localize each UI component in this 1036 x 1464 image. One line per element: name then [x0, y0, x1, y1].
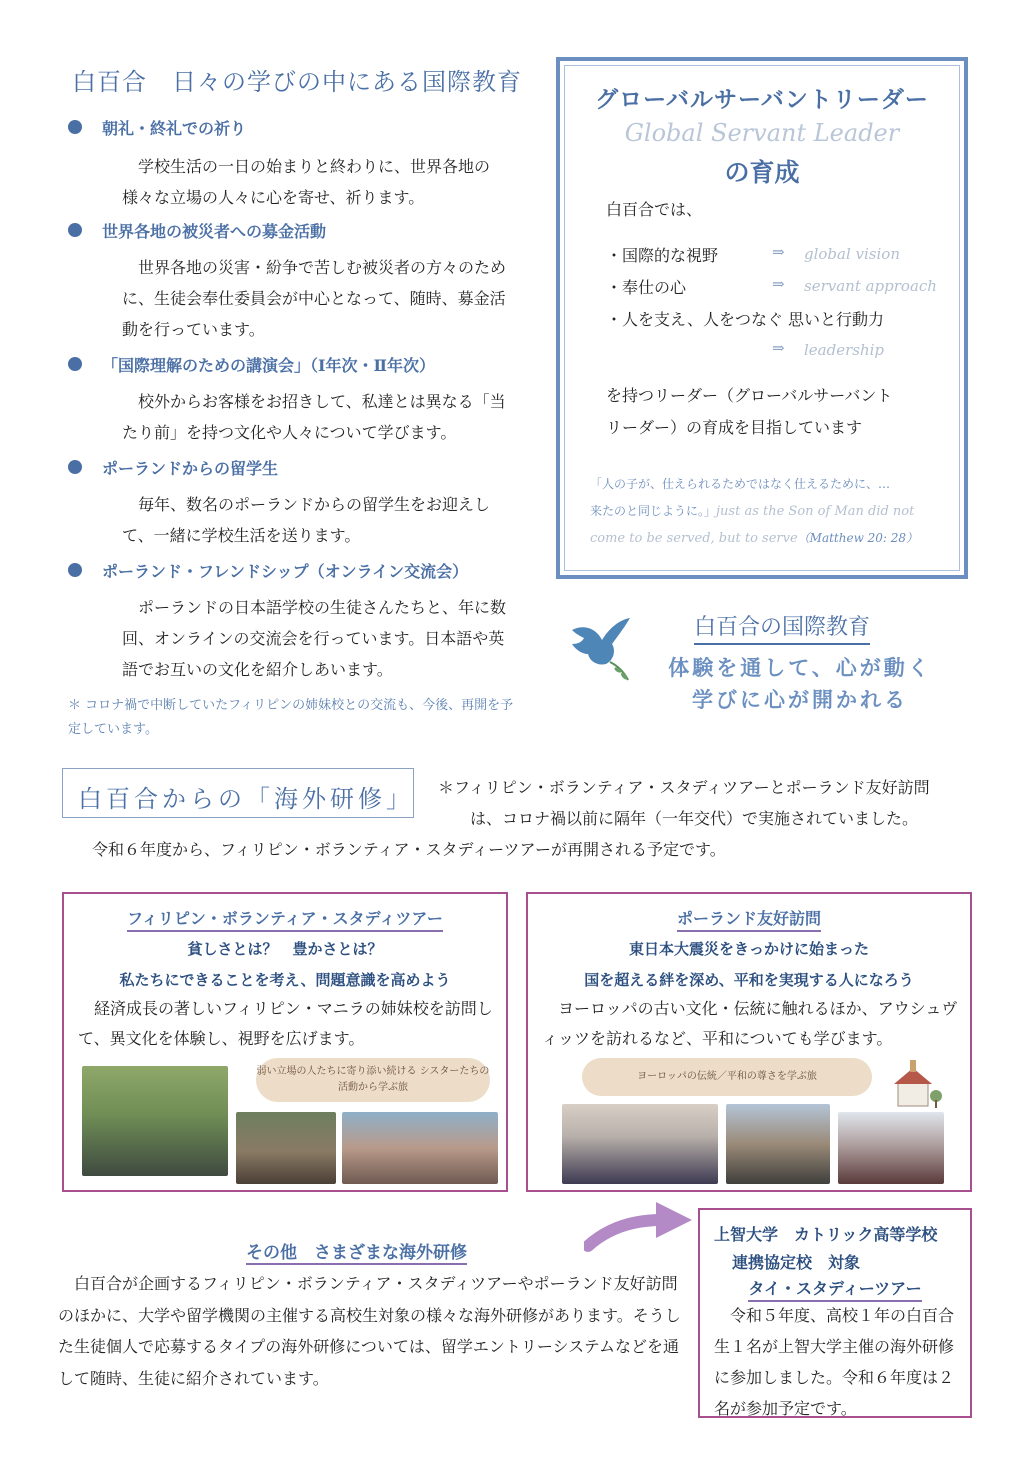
bullet-icon [68, 563, 82, 577]
intl-slogan: 学びに心が開かれる [692, 687, 908, 712]
quote-line [590, 525, 950, 552]
photo-concert [562, 1104, 718, 1184]
gsl-title: グローバルサーバントリーダー [595, 86, 929, 113]
quote-reference: （Matthew 20: 28） [797, 531, 919, 545]
training-title: 白百合からの「海外研修」 [78, 785, 414, 813]
gsl-point-3: ・人を支え、人をつなぐ 思いと行動力 [606, 310, 885, 329]
list-item [68, 116, 520, 213]
poland-catch: 国を超える絆を深め、平和を実現する人になろう [584, 971, 914, 989]
gsl-point-1: ・国際的な視野 [606, 246, 719, 265]
arrow-right-icon [584, 1198, 694, 1252]
gsl-intro: 白百合では、 [606, 200, 703, 219]
list-item [68, 559, 520, 685]
philippines-scroll-banner: 弱い立場の人たちに寄り添い続ける シスターたちの活動から学ぶ旅 [256, 1058, 490, 1102]
intl-education-title: 白百合の国際教育 [694, 610, 870, 645]
photo-castle [726, 1104, 830, 1184]
quote-english: just as the Son of Man did not [716, 504, 915, 519]
bullet-icon [68, 223, 82, 237]
item-heading: 世界各地の被災者への募金活動 [102, 222, 327, 241]
item-body: 学校生活の一日の始まりと終わりに、世界各地の様々な立場の人々に心を寄せ、祈ります。 [122, 157, 491, 207]
philippines-text: 経済成長の著しいフィリピン・マニラの姉妹校を訪問して、異文化を体験し、視野を広げます。 [78, 999, 493, 1048]
quote-english: come to be served, but to serve [590, 531, 798, 546]
arrow-icon: ⇒ [772, 339, 785, 357]
gsl-point-3-english: leadership [804, 341, 885, 359]
bullet-icon [68, 120, 82, 134]
sophia-text: 令和５年度、高校１年の白百合生１名が上智大学主催の海外研修に参加しました。令和６年度は２名が参加予定です。 [714, 1306, 955, 1418]
gsl-outro: リーダー）の育成を目指しています [606, 418, 863, 437]
philippines-catch: 貧しさとは？ 豊かさとは？ [187, 940, 383, 958]
poland-text: ヨーロッパの古い文化・伝統に触れるほか、アウシュヴィッツを訪れるなど、平和についても学びます。 [542, 999, 958, 1048]
philippines-tour-box [62, 892, 508, 1192]
poland-title: ポーランド友好訪問 [677, 909, 821, 932]
list-item [68, 219, 520, 345]
other-training-text: 白百合が企画するフィリピン・ボランティア・スタディツアーやポーランド友好訪問のほかに、大学や留学機関の主催する高校生対象の様々な海外研修があります。そうした生徒個人で応募するタイプの海外研修については、留学エントリーシステムなどを通して随時、生徒に紹介されています。 [58, 1274, 681, 1388]
gsl-outro: を持つリーダー（グローバルサーバント [606, 386, 893, 405]
bible-quote [590, 471, 950, 552]
item-heading: ポーランドからの留学生 [102, 459, 279, 478]
philippines-catch: 私たちにできることを考え、問題意識を高めよう [119, 971, 451, 989]
training-note: ＊フィリピン・ボランティア・スタディツアーとポーランド友好訪問 [438, 778, 930, 797]
list-item [68, 353, 520, 448]
dove-icon [566, 610, 636, 684]
bullet-icon [68, 357, 82, 371]
intl-slogan: 体験を通して、心が動く [668, 655, 932, 680]
training-note: は、コロナ禍以前に隔年（一年交代）で実施されていました。 [470, 809, 919, 828]
gsl-title-english: Global Servant Leader [624, 119, 900, 147]
poland-title-wrap [528, 906, 970, 929]
item-body: 毎年、数名のポーランドからの留学生をお迎えして、一緒に学校生活を送ります。 [122, 495, 491, 545]
church-icon [884, 1058, 944, 1110]
sophia-heading: 連携協定校 対象 [732, 1253, 861, 1272]
item-body: 校外からお客様をお招きして、私達とは異なる「当たり前」を持つ文化や人々について学びます。 [122, 392, 506, 442]
poland-visit-box [526, 892, 972, 1192]
other-training-title: その他 さまざまな海外研修 [246, 1238, 467, 1265]
gsl-point-1-english: global vision [804, 245, 900, 263]
sophia-title: タイ・スタディーツアー [748, 1279, 921, 1302]
item-heading: ポーランド・フレンドシップ（オンライン交流会） [102, 562, 469, 581]
training-note: 令和６年度から、フィリピン・ボランティア・スタディーツアーが再開される予定です。 [92, 840, 726, 859]
photo-group-students [82, 1066, 228, 1176]
arrow-icon: ⇒ [772, 275, 785, 293]
global-servant-leader-box [556, 57, 968, 579]
quote-text: 来たのと同じように。」 [590, 504, 717, 518]
item-heading: 朝礼・終礼での祈り [102, 119, 247, 138]
list-item [68, 456, 520, 551]
philippines-title: フィリピン・ボランティア・スタディツアー [127, 909, 443, 932]
poland-scroll-banner: ヨーロッパの伝統／平和の尊さを学ぶ旅 [582, 1058, 872, 1096]
poland-catch: 東日本大震災をきっかけに始まった [628, 940, 869, 958]
item-heading: 「国際理解のための講演会」（Ⅰ年次・Ⅱ年次） [102, 356, 435, 375]
gsl-point-2: ・奉仕の心 [606, 278, 687, 297]
quote-line [590, 498, 950, 525]
gsl-subtitle: の育成 [724, 158, 800, 187]
photo-auschwitz [838, 1112, 944, 1184]
photo-children [236, 1112, 336, 1184]
sophia-title-wrap [700, 1276, 970, 1299]
photo-event [342, 1112, 498, 1184]
sophia-heading: 上智大学 カトリック高等学校 [714, 1225, 938, 1244]
bullet-icon [68, 460, 82, 474]
arrow-icon: ⇒ [772, 243, 785, 261]
quote-line: 「人の子が、仕えられるためではなく仕えるために、… [590, 477, 891, 491]
sophia-tour-box [698, 1208, 972, 1418]
gsl-point-2-english: servant approach [804, 277, 937, 295]
item-body: 世界各地の災害・紛争で苦しむ被災者の方々のために、生徒会奉仕委員会が中心となって、随時、募金活動を行っています。 [122, 258, 507, 339]
philippines-title-wrap [64, 906, 506, 929]
item-body: ポーランドの日本語学校の生徒さんたちと、年に数回、オンラインの交流会を行っています。日本語や英語でお互いの文化を紹介しあいます。 [122, 598, 507, 679]
footnote: ＊ コロナ禍で中断していたフィリピンの姉妹校との交流も、今後、再開を予定しています。 [68, 698, 514, 737]
page-title: 白百合 日々の学びの中にある国際教育 [72, 68, 522, 96]
